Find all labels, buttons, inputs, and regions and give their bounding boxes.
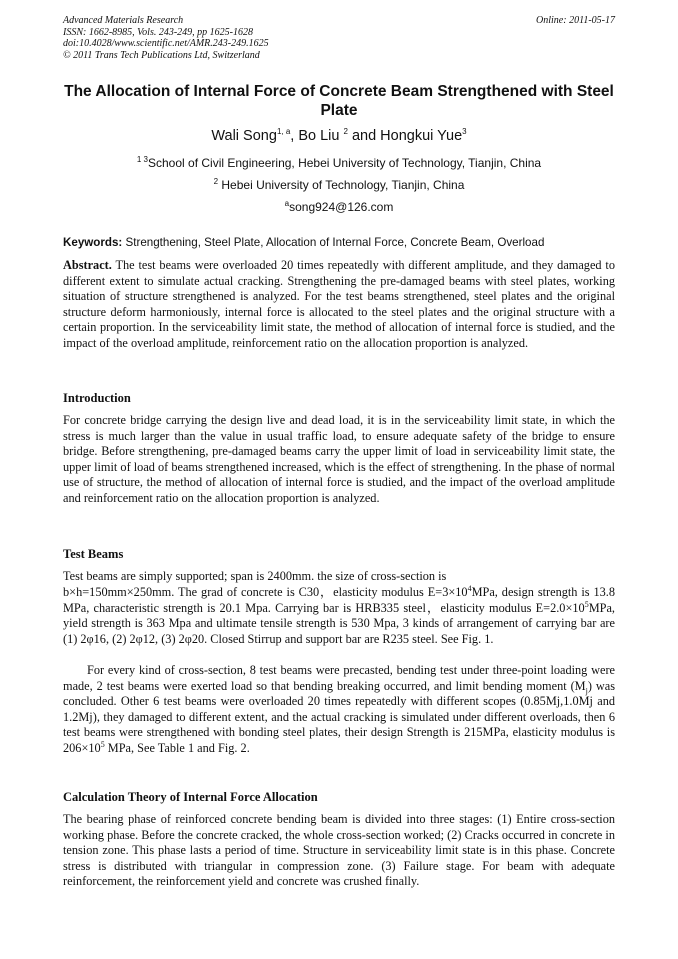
affiliation-1-marker: 1 3: [136, 155, 148, 164]
author-1-affil: 1, a: [276, 127, 291, 137]
author-1: Wali Song: [211, 128, 277, 144]
email-marker: a: [284, 199, 290, 208]
affiliation-2: [63, 178, 615, 192]
abstract-paragraph: [63, 258, 615, 352]
affiliation-1: [63, 156, 615, 170]
copyright-line: © 2011 Trans Tech Publications Ltd, Switzerland: [63, 49, 260, 61]
journal-header: [63, 15, 615, 61]
abstract-label: Abstract.: [63, 258, 112, 272]
test-beams-p2-part-b: ) was concluded. Other 6 test beams were overloaded 20 times repeatedly with different scopes (0.85Mj,1.0Mj and 1.2Mj), they damaged to different extent, and the actual cracking is simulated under different overloads, then 6 test beams were strengthened with bonding steel plates, their design Strength is 215MPa, elasticity modulus is 206×10: [63, 678, 615, 755]
test-beams-p2-part-a: For every kind of cross-section, 8 test beams were precasted, bending test under three-point loading were made, 2 test beams were exerted load so that bending breaking occurred, and limit bending moment (M: [63, 663, 615, 693]
author-3-affil: 3: [462, 127, 467, 137]
calculation-heading: Calculation Theory of Internal Force Allocation: [63, 790, 318, 804]
email-text: song924@126.com: [289, 200, 394, 214]
test-beams-line-1: Test beams are simply supported; span is 2400mm. the size of cross-section is: [63, 569, 447, 583]
affiliation-2-marker: 2: [213, 177, 219, 186]
test-beams-p1-part-a: b×h=150mm×250mm. The grad of concrete is C30，elasticity modulus E=3×10: [63, 585, 468, 599]
issn-line: ISSN: 1662-8985, Vols. 243-249, pp 1625-1628: [63, 26, 253, 38]
test-beams-paragraph-2: [63, 663, 615, 757]
affiliation-2-text: Hebei University of Technology, Tianjin, China: [218, 178, 465, 192]
introduction-heading: Introduction: [63, 391, 131, 405]
test-beams-heading: Test Beams: [63, 547, 124, 561]
subscript-j: j: [585, 686, 588, 696]
test-beams-p1-part-b: MPa, design strength is 13.8 MPa, characteristic strength is 20.1 Mpa. Carrying bar is HRB335 steel，elasticity modulus E=2.0×10: [63, 585, 616, 615]
test-beams-paragraph-1: [63, 585, 615, 647]
author-email: [63, 200, 615, 214]
online-date: Online: 2011-05-17: [536, 15, 615, 26]
exponent-4: 4: [467, 583, 472, 593]
test-beams-p2-part-c: MPa, See Table 1 and Fig. 2.: [104, 740, 250, 755]
introduction-paragraph: For concrete bridge carrying the design live and dead load, it is in the serviceability limit state, in which the stress is much larger than the value in usual traffic load, to ensure adequate safety of the bridge to ensure bridge. Before strengthening, pre-damaged beams carry the upper limit of load in serviceability limit state, the upper limit of load of beams strengthened increased, which is the effect of strengthening. In the phase of normal use of structure, the method of allocation of internal force is studied, and the impact of the overload amplitude and reinforcement ratio on the allocation proportion is analyzed.: [63, 413, 615, 505]
journal-name: Advanced Materials Research: [63, 15, 184, 26]
affiliation-1-text: School of Civil Engineering, Hebei University of Technology, Tianjin, China: [148, 156, 542, 170]
keywords-line: [63, 236, 615, 249]
doi-line: doi:10.4028/www.scientific.net/AMR.243-249.1625: [63, 38, 269, 49]
author-line: [63, 128, 615, 144]
keywords-text: Strengthening, Steel Plate, Allocation of Internal Force, Concrete Beam, Overload: [122, 236, 545, 249]
author-separator: , Bo Liu: [290, 128, 344, 144]
test-beams-p1-part-c: MPa, yield strength is 363 Mpa and ultimate tensile strength is 530 Mpa, 3 kinds of arrangement of carrying bar are (1) 2φ16, (2) 2φ12, (3) 2φ20. Closed Stirrup and support bar are R235 steel. See Fig. 1.: [63, 600, 615, 646]
paper-title: The Allocation of Internal Force of Concrete Beam Strengthened with Steel Plate: [64, 83, 614, 119]
abstract-text: The test beams were overloaded 20 times repeatedly with different amplitude, and they damaged to different extent to simulate actual cracking. Strengthening the pre-damaged beams with steel plates, working situation of structure strengthened is analyzed. For the test beams strengthened, steel plates and the original structure deform harmoniously, internal force is allocated to the steel plates and the original structure with a certain proportion. In the serviceability limit state, the method of allocation of internal force is studied, and the impact of the overload amplitude, reinforcement ratio on the allocation proportion is analyzed.: [63, 258, 615, 350]
author-2-affil: 2: [343, 127, 348, 137]
exponent-5b: 5: [100, 739, 105, 749]
keywords-label: Keywords:: [63, 236, 123, 249]
exponent-5: 5: [584, 599, 589, 609]
calculation-paragraph: The bearing phase of reinforced concrete bending beam is divided into three stages: (1) Entire cross-section working phase. Before the concrete cracked, the whole cross-section worked; (2) Cracks occurred in concrete in tension zone. This phase lasts a period of time. Structure in serviceability limit state is in this phase. Concrete stress is distributed with triangular in compression zone. (3) Failure stage. For beam with adequate reinforcement, the reinforcement yield and concrete was crushed finally.: [63, 812, 615, 889]
author-separator-2: and Hongkui Yue: [347, 128, 463, 144]
